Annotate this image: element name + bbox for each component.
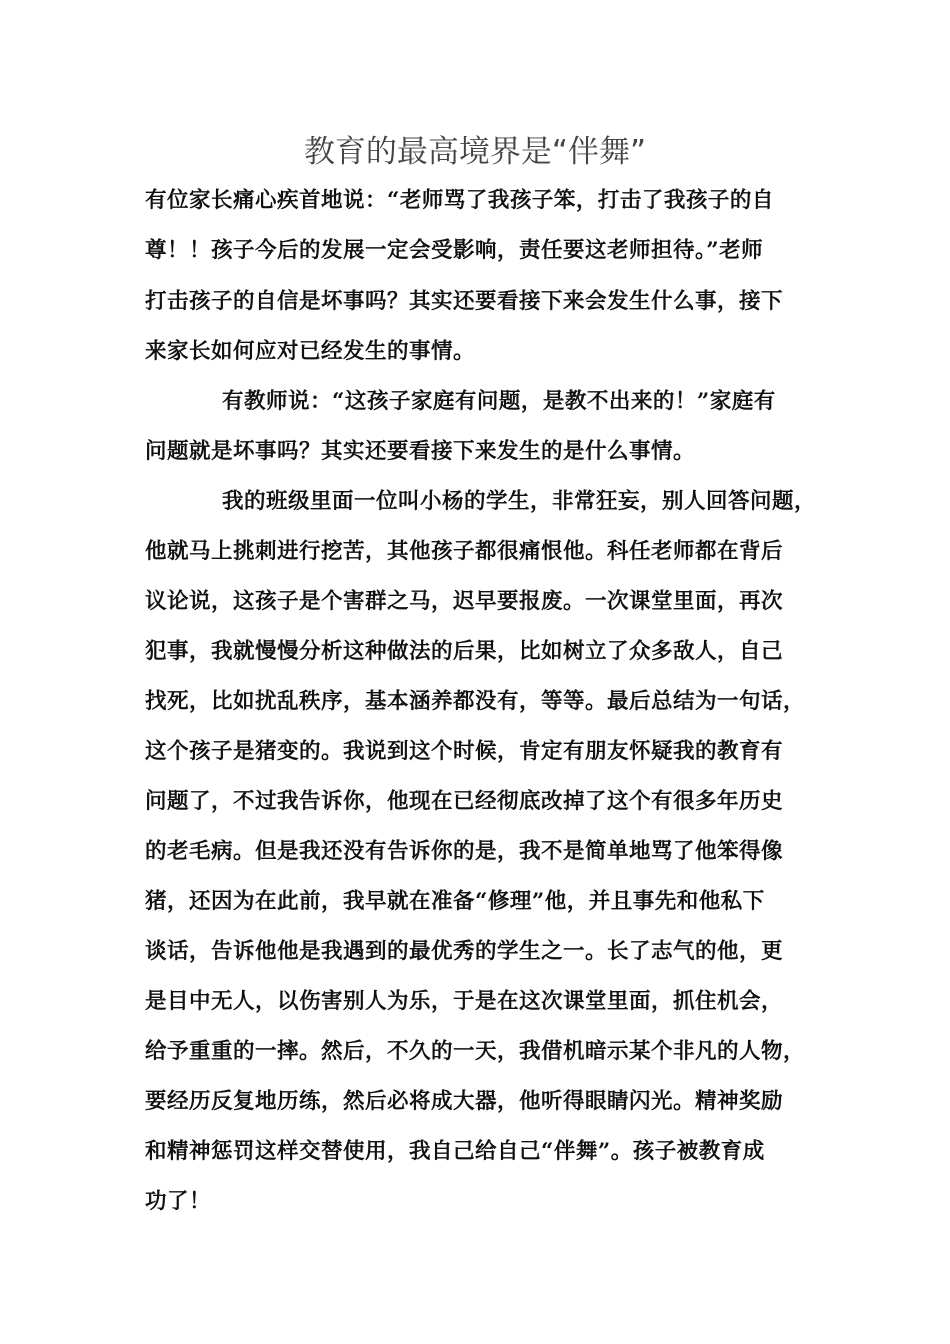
paragraph-line: 给予重重的一摔。然后，不久的一天，我借机暗示某个非凡的人物， [145,1039,806,1064]
paragraph-line: 打击孩子的自信是坏事吗？其实还要看接下来会发生什么事，接下 [145,289,784,314]
paragraph-line: 功了！ [145,1189,212,1214]
paragraph-line: 是目中无人，以伤害别人为乐，于是在这次课堂里面，抓住机会， [145,989,784,1014]
paragraph-line: 议论说，这孩子是个害群之马，迟早要报废。一次课堂里面，再次 [145,589,784,614]
paragraph-line: 的老毛病。但是我还没有告诉你的是，我不是简单地骂了他笨得像 [145,839,784,864]
paragraph-line: 尊！！孩子今后的发展一定会受影响，责任要这老师担待。”老师 [145,238,764,263]
paragraph-line: 有位家长痛心疾首地说：“老师骂了我孩子笨，打击了我孩子的自 [145,188,774,213]
paragraph-line: 问题就是坏事吗？其实还要看接下来发生的是什么事情。 [145,439,696,464]
paragraph-line: 他就马上挑刺进行挖苦，其他孩子都很痛恨他。科任老师都在背后 [145,539,784,564]
paragraph-line: 来家长如何应对已经发生的事情。 [145,339,476,364]
paragraph-line: 有教师说：“这孩子家庭有问题，是教不出来的！”家庭有 [222,389,776,414]
paragraph-line: 这个孩子是猪变的。我说到这个时候，肯定有朋友怀疑我的教育有 [145,739,784,764]
paragraph-line: 猪，还因为在此前，我早就在准备“修理”他，并且事先和他私下 [145,889,765,914]
document-title: 教育的最高境界是“伴舞” [303,134,647,170]
paragraph-line: 犯事，我就慢慢分析这种做法的后果，比如树立了众多敌人，自己 [145,639,784,664]
paragraph-line: 问题了，不过我告诉你，他现在已经彻底改掉了这个有很多年历史 [145,789,784,814]
paragraph-line: 找死，比如扰乱秩序，基本涵养都没有，等等。最后总结为一句话， [145,689,806,714]
paragraph-line: 和精神惩罚这样交替使用，我自己给自己“伴舞”。孩子被教育成 [145,1139,765,1164]
paragraph-line: 我的班级里面一位叫小杨的学生，非常狂妄，别人回答问题， [222,489,817,514]
paragraph-line: 要经历反复地历练，然后必将成大器，他听得眼睛闪光。精神奖励 [145,1089,784,1114]
paragraph-line: 谈话，告诉他他是我遇到的最优秀的学生之一。长了志气的他，更 [145,939,784,964]
